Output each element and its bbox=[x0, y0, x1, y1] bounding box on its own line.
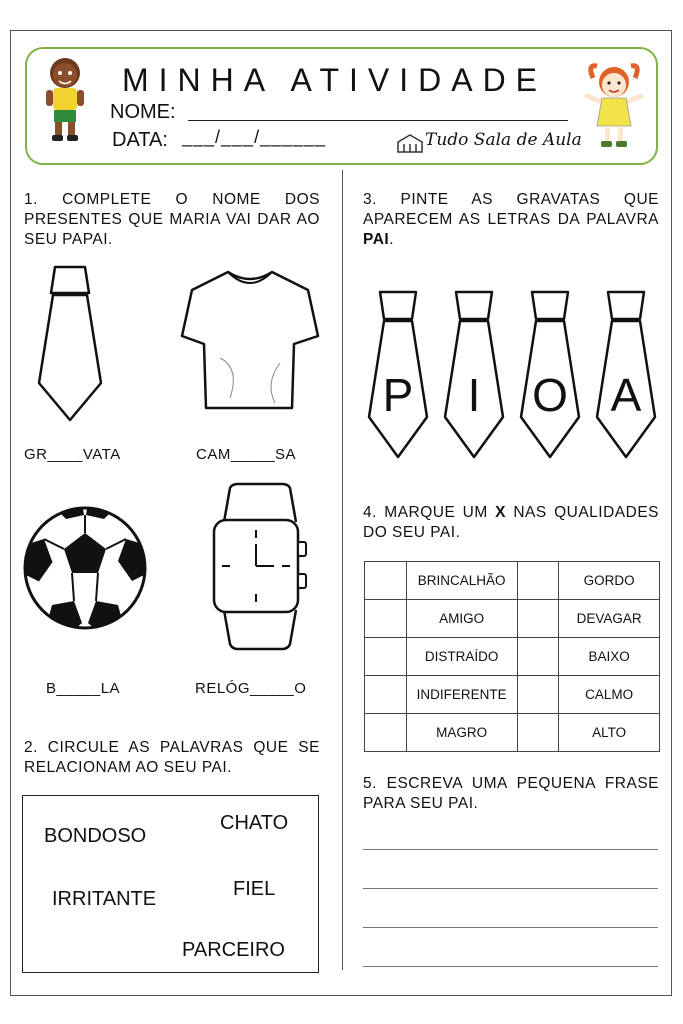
checkbox-cell[interactable] bbox=[517, 638, 559, 676]
tie-letter-label: O bbox=[532, 369, 568, 421]
name-label: NOME: bbox=[110, 101, 176, 123]
writing-line[interactable] bbox=[363, 927, 658, 928]
checkbox-cell[interactable] bbox=[365, 714, 407, 752]
tie-letter-p[interactable] bbox=[366, 289, 430, 461]
date-label: DATA: bbox=[112, 129, 168, 151]
checkbox-cell[interactable] bbox=[365, 638, 407, 676]
tie-letter-label: A bbox=[610, 369, 642, 421]
ball-word-blank: B_____LA bbox=[46, 680, 121, 697]
name-field[interactable] bbox=[188, 100, 568, 121]
table-row bbox=[365, 562, 660, 600]
checkbox-cell[interactable] bbox=[517, 714, 559, 752]
writing-line[interactable] bbox=[363, 888, 658, 889]
word-option[interactable]: FIEL bbox=[233, 878, 276, 900]
quality-label: DISTRAÍDO bbox=[406, 638, 517, 676]
word-option[interactable]: PARCEIRO bbox=[182, 939, 285, 961]
tie-letter-label: P bbox=[382, 369, 414, 421]
quality-label: CALMO bbox=[559, 676, 660, 714]
question-5-prompt: 5. ESCREVA UMA PEQUENA FRASE PARA SEU PAI. bbox=[363, 775, 659, 812]
checkbox-cell[interactable] bbox=[365, 562, 407, 600]
table-row bbox=[365, 638, 660, 676]
table-row bbox=[365, 600, 660, 638]
brand-logo-icon bbox=[396, 132, 424, 154]
checkbox-cell[interactable] bbox=[517, 676, 559, 714]
quality-label: BRINCALHÃO bbox=[406, 562, 517, 600]
tie-word-blank: GR____VATA bbox=[24, 446, 121, 463]
checkbox-cell[interactable] bbox=[517, 562, 559, 600]
table-row bbox=[365, 714, 660, 752]
quality-label: MAGRO bbox=[406, 714, 517, 752]
question-4-prompt: 4. MARQUE UM X NAS QUALIDADES DO SEU PAI. bbox=[363, 504, 660, 541]
quality-label: DEVAGAR bbox=[559, 600, 660, 638]
writing-line[interactable] bbox=[363, 966, 658, 967]
tie-letter-a[interactable] bbox=[594, 289, 658, 461]
soccer-ball-icon bbox=[22, 505, 148, 631]
column-divider bbox=[342, 170, 343, 970]
word-option[interactable]: BONDOSO bbox=[44, 825, 147, 847]
tie-letter-o[interactable] bbox=[518, 289, 582, 461]
question-2-prompt: 2. CIRCULE AS PALAVRAS QUE SE RELACIONAM AO SEU PAI. bbox=[24, 739, 320, 776]
boy-illustration bbox=[40, 55, 90, 145]
watch-word-blank: RELÓG_____O bbox=[195, 680, 307, 697]
quality-label: GORDO bbox=[559, 562, 660, 600]
qualities-table bbox=[364, 561, 660, 752]
writing-line[interactable] bbox=[363, 849, 658, 850]
date-field[interactable]: ___/___/______ bbox=[182, 127, 327, 147]
checkbox-cell[interactable] bbox=[517, 600, 559, 638]
shirt-word-blank: CAM_____SA bbox=[196, 446, 297, 463]
quality-label: AMIGO bbox=[406, 600, 517, 638]
tie-icon bbox=[35, 265, 105, 425]
checkbox-cell[interactable] bbox=[365, 600, 407, 638]
girl-illustration bbox=[583, 58, 645, 150]
checkbox-cell[interactable] bbox=[365, 676, 407, 714]
word-option[interactable]: IRRITANTE bbox=[52, 888, 157, 910]
table-row bbox=[365, 676, 660, 714]
quality-label: ALTO bbox=[559, 714, 660, 752]
word-option[interactable]: CHATO bbox=[220, 812, 289, 834]
tie-letter-label: I bbox=[467, 369, 481, 421]
tie-letter-i[interactable] bbox=[442, 289, 506, 461]
quality-label: INDIFERENTE bbox=[406, 676, 517, 714]
question-3-prompt: 3. PINTE AS GRAVATAS QUE APARECEM AS LETRAS DA PALAVRA PAI. bbox=[363, 191, 659, 248]
question-1-prompt: 1. COMPLETE O NOME DOS PRESENTES QUE MARIA VAI DAR AO SEU PAPAI. bbox=[24, 191, 320, 248]
quality-label: BAIXO bbox=[559, 638, 660, 676]
brand-name: Tudo Sala de Aula bbox=[425, 130, 582, 150]
wristwatch-icon bbox=[210, 482, 310, 652]
page-title: MINHA ATIVIDADE bbox=[122, 62, 548, 98]
tshirt-icon bbox=[180, 268, 320, 418]
